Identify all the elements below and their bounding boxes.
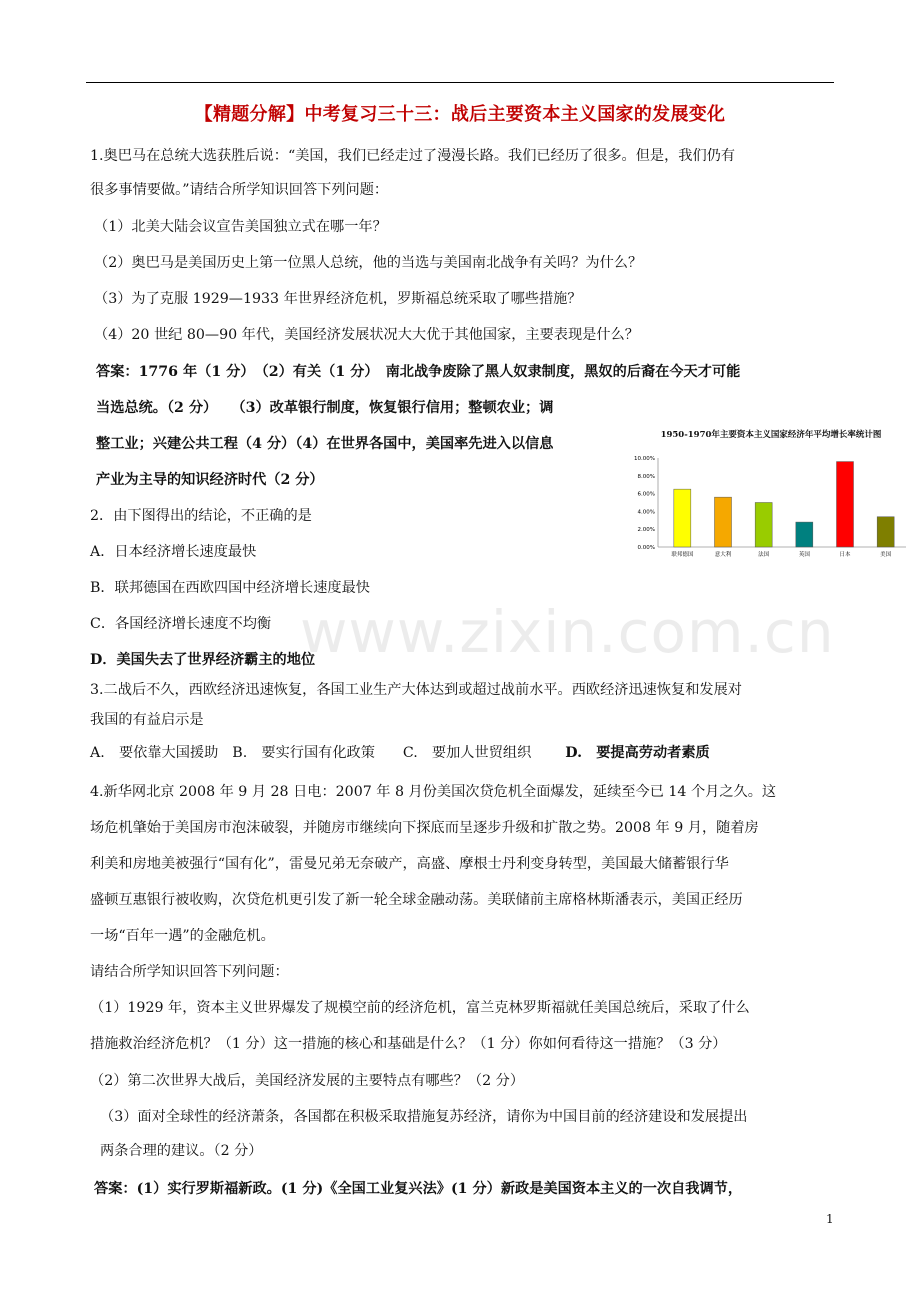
- watermark: www.zixin.com.cn: [300, 598, 835, 666]
- q1-answer-line1: 答案：1776 年（1 分） （2）有关（1 分） 南北战争废除了黑人奴隶制度，黑奴的后裔在今天才可能: [96, 364, 741, 380]
- q4-answer-line1: 答案：(1）实行罗斯福新政。(1 分)《全国工业复兴法》(1 分）新政是美国资本主义的一次自我调节，: [94, 1181, 743, 1197]
- q4-part2: （2）第二次世界大战后，美国经济发展的主要特点有哪些？（2 分）: [90, 1073, 525, 1089]
- q3-option-d: D. 要提高劳动者素质: [565, 745, 710, 761]
- y-tick-label: 8.00%: [637, 473, 655, 480]
- q4-passage-line5: 一场“百年一遇”的金融危机。: [90, 928, 275, 944]
- chart-title: 1950-1970年主要资本主义国家经济年平均增长率统计图: [660, 430, 882, 440]
- q4-part1-line2: 措施救治经济危机？（1 分）这一措施的核心和基础是什么？（1 分）你如何看待这一措施？（3 分）: [90, 1036, 727, 1052]
- chart-canvas: [626, 424, 916, 574]
- q3-options: [90, 743, 710, 763]
- q1-stem-line2: 很多事情要做。”请结合所学知识回答下列问题：: [90, 182, 389, 198]
- header-rule: [86, 82, 834, 83]
- q4-passage-line3: 利美和房地美被强行“国有化”，雷曼兄弟无奈破产，高盛、摩根士丹利变身转型，美国最大储蓄银行华: [90, 856, 729, 872]
- q1-stem-line1: 1.奥巴马在总统大选获胜后说：“美国，我们已经走过了漫漫长路。我们已经历了很多。但是，我们仍有: [90, 148, 736, 164]
- q4-part3-line2: 两条合理的建议。（2 分）: [100, 1143, 263, 1159]
- x-category-label: 联邦德国: [671, 552, 694, 558]
- x-category-label: 法国: [758, 552, 770, 558]
- q4-part1-line1: （1）1929 年，资本主义世界爆发了规模空前的经济危机，富兰克林罗斯福就任美国总统后，采取了什么: [90, 1000, 750, 1016]
- y-tick-label: 10.00%: [634, 456, 655, 462]
- y-tick-label: 2.00%: [637, 527, 655, 534]
- q1-part1: （1）北美大陆会议宣告美国独立式在哪一年？: [94, 219, 387, 235]
- q3-option-b: B. 要实行国有化政策: [232, 745, 375, 761]
- q1-part4: （4）20 世纪 80—90 年代，美国经济发展状况大大优于其他国家，主要表现是什么？: [94, 327, 639, 343]
- q1-part3: （3）为了克服 1929—1933 年世界经济危机，罗斯福总统采取了哪些措施？: [94, 291, 582, 307]
- bar-6: [877, 517, 894, 547]
- q4-passage-line4: 盛顿互惠银行被收购，次贷危机更引发了新一轮全球金融动荡。美联储前主席格林斯潘表示，美国正经历: [90, 892, 743, 908]
- bar-1: [674, 489, 691, 547]
- q1-part2: （2）奥巴马是美国历史上第一位黑人总统，他的当选与美国南北战争有关吗？为什么？: [94, 255, 643, 271]
- bar-5: [837, 462, 854, 547]
- q2-option-c: C．各国经济增长速度不均衡: [90, 616, 272, 632]
- x-category-label: 意大利: [714, 552, 732, 558]
- q4-instruction: 请结合所学知识回答下列问题：: [90, 964, 289, 980]
- q4-passage-line1: 4.新华网北京 2008 年 9 月 28 日电：2007 年 8 月份美国次贷危机全面爆发，延续至今已 14 个月之久。这: [90, 784, 777, 800]
- q4-passage-line2: 场危机肇始于美国房市泡沫破裂，并随房市继续向下探底而呈逐步升级和扩散之势。2008 年 9 月，随着房: [90, 820, 759, 836]
- q3-option-a: A. 要依靠大国援助: [90, 745, 219, 761]
- q1-answer-line2: 当选总统。（2 分） （3）改革银行制度，恢复银行信用；整顿农业；调: [96, 400, 554, 416]
- q3-stem-line2: 我国的有益启示是: [90, 712, 204, 728]
- q2-option-d: D．美国失去了世界经济霸主的地位: [90, 652, 316, 668]
- x-category-label: 英国: [798, 552, 810, 558]
- bar-4: [796, 522, 813, 547]
- page-title: 【精题分解】中考复习三十三：战后主要资本主义国家的发展变化: [194, 104, 726, 125]
- q2-stem: 2．由下图得出的结论，不正确的是: [90, 508, 312, 524]
- y-tick-label: 4.00%: [637, 509, 655, 516]
- q3-option-c: C. 要加人世贸组织: [402, 745, 532, 761]
- q4-part3-line1: （3）面对全球性的经济萧条，各国都在积极采取措施复苏经济，请你为中国目前的经济建设和发展提出: [100, 1109, 748, 1125]
- x-category-label: 美国: [880, 552, 892, 558]
- bar-3: [755, 503, 772, 548]
- q2-option-a: A．日本经济增长速度最快: [90, 544, 257, 560]
- growth-rate-chart: [626, 424, 916, 574]
- q3-stem-line1: 3.二战后不久，西欧经济迅速恢复，各国工业生产大体达到或超过战前水平。西欧经济迅速恢复和发展对: [90, 682, 742, 698]
- q2-option-b: B．联邦德国在西欧四国中经济增长速度最快: [90, 580, 370, 596]
- y-tick-label: 6.00%: [637, 491, 655, 498]
- page-number: 1: [826, 1212, 834, 1226]
- q1-answer-line4: 产业为主导的知识经济时代（2 分）: [96, 472, 324, 488]
- q1-answer-line3: 整工业；兴建公共工程（4 分）（4）在世界各国中，美国率先进入以信息: [96, 436, 554, 452]
- y-tick-label: 0.00%: [637, 545, 655, 551]
- bar-2: [715, 497, 732, 547]
- x-category-label: 日本: [839, 552, 851, 558]
